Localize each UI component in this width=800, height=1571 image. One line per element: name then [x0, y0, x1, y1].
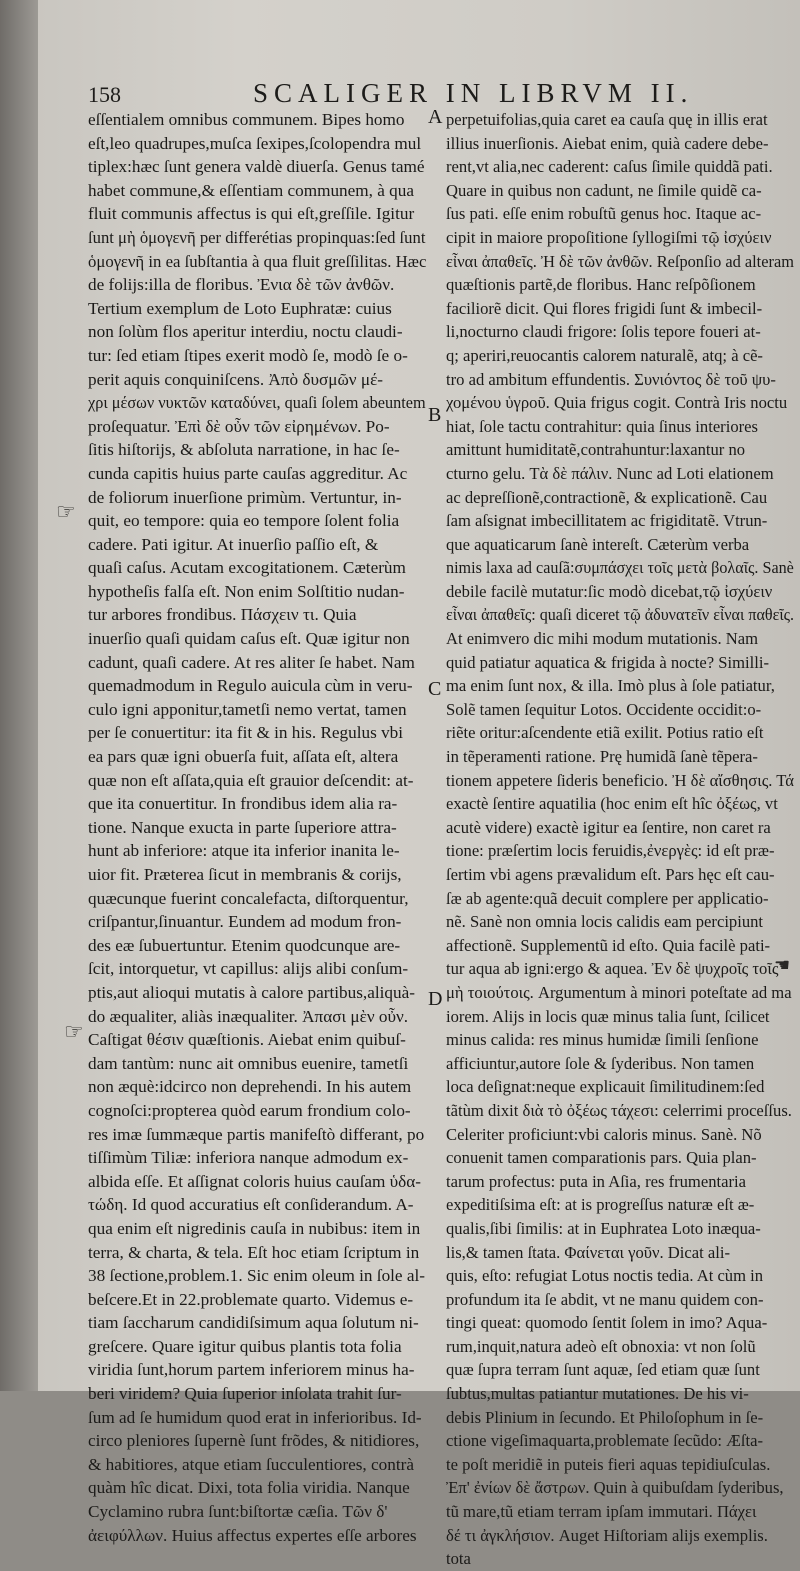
- text-line: tione: præſertim locis feruidis,ἐνεργὲς: id eſt præ-: [446, 841, 775, 861]
- text-line: tũ mare,tũ etiam terram ipſam immutari. Πάχει: [446, 1502, 757, 1522]
- text-line: expeditiſsima eſt: at is progreſſus naturæ eſt æ-: [446, 1195, 755, 1215]
- text-line: afficiuntur,autore ſole & ſyderibus. Non tamen: [446, 1053, 755, 1073]
- text-line: conuenit tamen comparationis pars. Quia plan-: [446, 1148, 757, 1168]
- text-line: que aquaticarum ſanè intereſt. Cæterùm verba: [446, 534, 750, 554]
- text-line: 38 ſectione,problem.1. Sic enim oleum in ſole al-: [88, 1266, 425, 1286]
- text-line: Solẽ tamen ſequitur Lotos. Occidente occidit:o-: [446, 699, 762, 719]
- text-line: χομένου ὑγροῦ. Quia frigus cogit. Contrà Iris noctu: [446, 393, 788, 413]
- text-line: debis Plinium in ſecundo. Et Philoſophum in ſe-: [446, 1407, 764, 1427]
- text-line: tota: [446, 1549, 471, 1569]
- text-line: quit, eo tempore: quia eo tempore ſolent folia: [88, 511, 400, 531]
- text-line: hypotheſis falſa eſt. Non enim Solſtitio nudan-: [88, 581, 405, 601]
- text-line: cunda capitis huius parte cauſas aggreditur. Ac: [88, 463, 408, 483]
- text-line: rum,inquit,natura adeò eſt obnoxia: vt non ſolũ: [446, 1336, 756, 1356]
- text-line: εἶναι ἀπαθεῖς: quaſi diceret τῷ ἀδυνατεῖν εἶναι παθεῖς.: [446, 605, 795, 625]
- text-line: tiam ſaccharum candidiſsimum aqua ſolutum ni-: [88, 1313, 419, 1333]
- text-line: q; aperiri,reuocantis calorem naturalẽ, atq; à cẽ-: [446, 345, 763, 365]
- text-line: cturno gelu. Τὰ δὲ πάλιν. Nunc ad Loti elationem: [446, 463, 774, 483]
- margin-letter-a: A: [428, 106, 443, 128]
- margin-letter-b: B: [428, 404, 442, 426]
- text-line: ſam aſsignat imbecillitatem ac frigiditatẽ. Vtrun-: [446, 511, 768, 531]
- folio-number: 158: [88, 82, 121, 107]
- text-line: tingi queat: quomodo ſentit ſolem in imo? Aqua-: [446, 1313, 768, 1333]
- text-line: illius inuerſionis. Aiebat enim, quià cadere debe-: [446, 133, 769, 153]
- text-line: acutè videre) exactè igitur ea ſentire, non caret ra: [446, 817, 771, 837]
- text-line: ſcit, intorquetur, vt capillus: alijs alibi conſum-: [88, 959, 409, 979]
- text-line: Cyclamino rubra ſunt:biſtortæ cæſia. Τῶν δ': [88, 1502, 388, 1522]
- text-line: hunt ab inferiore: atque ita inferior inanita le-: [88, 841, 400, 861]
- text-line: quæ non eſt aſſata,quia eſt grauior deſcendit: at-: [88, 770, 414, 790]
- text-line: ſum ad ſe humidum quod erat in inferioribus. Id-: [88, 1407, 422, 1427]
- manicule-icon: ☞: [64, 1020, 84, 1045]
- text-line: do æqualiter, aliàs inæqualiter. Ἀπασι μὲν οὖν.: [88, 1006, 409, 1026]
- text-line: dam tantùm: nunc ait omnibus euenire, tametſi: [88, 1053, 409, 1073]
- text-line: eſt,leo quadrupes,muſca ſexipes,ſcolopendra mul: [88, 133, 422, 153]
- text-line: culo igni apponitur,tametſi nemo vertat, tamen: [88, 699, 407, 719]
- text-line: profundum ita ſe abdit, vt ne manu quidem con-: [446, 1289, 764, 1309]
- text-line: non ſolùm flos aperitur interdiu, noctu claudi-: [88, 322, 403, 342]
- running-head: SCALIGER IN LIBRVM II.: [253, 78, 694, 108]
- text-line: proſequatur. Ἐπὶ δὲ οὖν τῶν εἰρημένων. Po-: [88, 416, 390, 436]
- text-line: fluit communis affectus is qui eſt,greſſile. Igitur: [88, 204, 415, 224]
- text-line: & habitiores, atque etiam ſucculentiores, contrà: [88, 1454, 414, 1474]
- text-line: ptis,aut alioqui mutatis à calore partibus,aliquà-: [88, 982, 415, 1002]
- text-line: res imæ ſummæque partis manifeſtò differant, po: [88, 1124, 425, 1144]
- text-line: quemadmodum in Regulo auicula cùm in veru-: [88, 676, 413, 696]
- text-line: cognoſci:propterea quòd earum frondium colo-: [88, 1100, 411, 1120]
- text-line: tro ad ambitum effundentis. Συνιόντος δὲ τοῦ ψυ-: [446, 369, 776, 389]
- text-line: faciliorẽ dicit. Qui flores frigidi ſunt & imbecil-: [446, 298, 763, 318]
- text-line: Quare in quibus non cadunt, ne ſimile quidẽ ca-: [446, 180, 762, 200]
- text-line: que ita conuertitur. In frondibus idem alia ra-: [88, 794, 398, 814]
- text-line: μὴ τοιούτοις. Argumentum à minori poteſtate ad ma: [446, 982, 792, 1002]
- text-line: inuerſio quaſi quidam caſus eſt. Quæ igitur non: [88, 629, 410, 649]
- text-line: non æquè:idcirco non deprehendi. In his autem: [88, 1077, 412, 1097]
- left-text-column: [88, 108, 426, 1547]
- text-line: in tẽperamenti ratione. Prę humidã ſanè tẽpera-: [446, 747, 758, 767]
- text-line: cadunt, quaſi cadere. At res aliter ſe habet. Nam: [88, 652, 415, 672]
- text-line: Tertium exemplum de Loto Euphratæ: cuius: [88, 298, 392, 318]
- text-line: ma enim ſunt nox, & illa. Imò plus à ſole patiatur,: [446, 676, 775, 696]
- text-line: uior fit. Præterea ſicut in membranis & corijs,: [88, 865, 402, 884]
- text-line: terra, & charta, & tela. Eſt hoc etiam ſcriptum in: [88, 1242, 420, 1262]
- text-line: ὁμογενῆ in ea ſubſtantia à qua fluit greſſilitas. Hæc: [88, 251, 427, 271]
- text-line: cipit in maiore propoſitione ſyllogiſmi τῷ ἰσχύειν: [446, 227, 772, 247]
- text-line: quàm hîc dicat. Dixi, tota folia viridia. Nanque: [88, 1478, 410, 1498]
- text-line: quæcunque fuerint concalefacta, diſtorquentur,: [88, 888, 409, 908]
- text-line: nẽ. Sanè non omnia locis calidis eam percipiunt: [446, 912, 764, 932]
- text-line: te poſt meridiẽ in puteis fieri aquas tepidiuſculas.: [446, 1454, 771, 1474]
- text-line: debile facilè mutatur:ſic modò dicebat,τῷ ἰσχύειν: [446, 581, 773, 601]
- manicule-icon: ☚: [774, 955, 791, 976]
- text-line: quid patiatur aquatica & frigida à nocte? Similli-: [446, 652, 770, 672]
- text-line: δέ τι ἀγκλήσιον. Auget Hiſtoriam alijs exemplis.: [446, 1525, 768, 1545]
- text-line: tur arbores frondibus. Πάσχειν τι. Quia: [88, 605, 357, 625]
- text-line: Celeriter proficiunt:vbi caloris minus. Sanè. Nõ: [446, 1124, 762, 1144]
- margin-letter-c: C: [428, 678, 442, 700]
- text-line: quæſtionis partẽ,de floribus. Hanc reſpõſionem: [446, 275, 756, 295]
- text-line: lis,& tamen ſtata. Φαίνεται γοῦν. Dicat ali-: [446, 1242, 731, 1262]
- text-line: affectionẽ. Supplementũ id eſto. Quia facilè pati-: [446, 935, 771, 955]
- text-line: criſpantur,ſinuantur. Eundem ad modum fron-: [88, 912, 402, 932]
- text-line: tur: ſed etiam ſtipes exerit modò ſe, modò ſe o-: [88, 345, 408, 365]
- text-line: beſcere.Et in 22.problemate quarto. Videmus e-: [88, 1289, 414, 1309]
- text-line: quaſi caſus. Acutam excogitationem. Cæterùm: [88, 558, 406, 578]
- text-line: τώδη. Id quod accuratius eſt conſiderandum. A-: [88, 1195, 414, 1215]
- text-line: tionem appetere ſideris beneficio. Ἠ δὲ αἴσθησις. Τά: [446, 770, 794, 790]
- text-line: ſæ ab agente:quã decuit complere per applicatio-: [446, 888, 769, 908]
- text-line: εἶναι ἀπαθεῖς. Ἠ δὲ τῶν ἀνθῶν. Reſponſio ad alteram: [446, 251, 794, 271]
- text-line: tiplex:hæc ſunt genera valdè diuerſa. Genus tamé: [88, 157, 425, 177]
- text-line: ſitis hiſtorijs, & abſoluta narratione, in hac ſe-: [88, 440, 400, 460]
- text-line: χρι μέσων νυκτῶν καταδύνει, quaſi ſolem abeuntem: [88, 393, 426, 413]
- margin-letter-d: D: [428, 988, 443, 1010]
- text-line: perit aquis conquiniſcens. Ἀπὸ δυσμῶν μέ-: [88, 369, 384, 389]
- text-line: ſunt μὴ ὁμογενῆ per differétias propinquas:ſed ſunt: [88, 227, 426, 247]
- text-line: minus calida: res minus humidæ ſimili ſenſione: [446, 1030, 759, 1050]
- text-line: ctione vigeſimaquarta,problemate ſecũdo: Æſta-: [446, 1431, 764, 1451]
- text-line: ἀειφύλλων. Huius affectus expertes eſſe arbores: [88, 1525, 417, 1545]
- text-line: albida eſſe. Et aſſignat coloris huius cauſam ὑδα-: [88, 1171, 421, 1191]
- text-line: At enimvero dic mihi modum mutationis. Nam: [446, 629, 759, 649]
- text-line: de foliorum inuerſione primùm. Vertuntur, in-: [88, 487, 402, 507]
- text-line: tarum profectus: puta in Aſia, res frumentaria: [446, 1171, 746, 1191]
- text-line: quis, eſto: refugiat Lotus noctis tedia. At cùm in: [446, 1266, 764, 1286]
- text-line: iorem. Alijs in locis quæ minus talia ſunt, ſcilicet: [446, 1006, 770, 1026]
- text-line: amittunt humiditatẽ,contrahuntur:laxantur no: [446, 440, 746, 460]
- text-line: circo pleniores ſupernè ſunt frõdes, & nitidiores,: [88, 1431, 420, 1451]
- text-line: des eæ ſubuertuntur. Etenim quodcunque are-: [88, 935, 401, 955]
- text-line: de folijs:illa de floribus. Ἐνια δὲ τῶν ἀνθῶν.: [88, 275, 395, 295]
- text-line: ea pars quæ igni obuerſa fuit, aſſata eſt, altera: [88, 747, 399, 767]
- text-line: nimis laxa ad cauſã:συμπάσχει τοῖς μετὰ βολαῖς. Sanè: [446, 558, 794, 578]
- text-line: rent,vt alia,nec caderent: caſus ſimile quiddã pati.: [446, 157, 773, 177]
- text-line: viridia ſunt,horum partem inferiorem minus ha-: [88, 1360, 415, 1380]
- text-line: quæ ſupra terram ſunt aquæ, ſed etiam quæ ſunt: [446, 1360, 760, 1380]
- text-line: perpetuifolias,quia caret ea cauſa quę in illis erat: [446, 110, 768, 129]
- text-line: tur aqua ab igni:ergo & aquea. Ἐν δὲ ψυχροῖς τοῖς: [446, 959, 779, 979]
- text-line: beri viridem? Quia ſuperior inſolata trahit ſur-: [88, 1384, 402, 1404]
- text-line: exactè ſentire aquatilia (hoc enim eſt hîc ὀξέως, vt: [446, 794, 778, 814]
- text-line: tãtùm dixit διὰ τὸ ὀξέως τάχεσι: celerrimi proceſſus.: [446, 1100, 792, 1120]
- text-line: cadere. Pati igitur. At inuerſio paſſio eſt, &: [88, 534, 379, 554]
- text-line: habet commune,& eſſentiam communem, à qua: [88, 180, 414, 200]
- manicule-icon: ☞: [56, 500, 76, 525]
- text-line: Caſtigat θέσιν quæſtionis. Aiebat enim quibuſ-: [88, 1030, 406, 1050]
- text-line: riẽte oritur:aſcendente etiã exilit. Potius ratio eſt: [446, 723, 764, 743]
- text-line: greſcere. Quare igitur quibus plantis tota folia: [88, 1336, 402, 1356]
- text-line: eſſentialem omnibus communem. Bipes homo: [88, 110, 405, 129]
- text-line: hiat, ſole tactu contrahitur: quia ſinus interiores: [446, 416, 758, 436]
- text-line: qua enim eſt nigredinis cauſa in nubibus: item in: [88, 1218, 421, 1238]
- text-line: ſertim vbi agens prævalidum eſt. Pars hęc eſt cau-: [446, 865, 775, 884]
- text-line: li,nocturno claudi frigore: ſolis tepore foueri at-: [446, 322, 761, 342]
- text-line: Ἐπ' ἐνίων δὲ ἄστρων. Quin à quibuſdam ſyderibus,: [446, 1478, 784, 1498]
- text-line: tiſſimùm Tiliæ: inferiora nanque admodum ex-: [88, 1148, 409, 1168]
- right-text-column: [446, 108, 794, 1571]
- text-line: ac depreſſionẽ,contractionẽ, & explicationẽ. Cau: [446, 487, 768, 507]
- text-line: ſubtus,multas patiantur mutationes. De his vi-: [446, 1384, 749, 1404]
- page-gutter-shadow: [0, 0, 38, 1391]
- text-line: per ſe conuertitur: ita fit & in his. Regulus vbi: [88, 723, 404, 743]
- text-line: ſus pati. eſſe enim robuſtũ genus hoc. Itaque ac-: [446, 204, 762, 224]
- text-line: qualis,ſibi ſimilis: at in Euphratea Loto inæqua-: [446, 1218, 761, 1238]
- text-line: tione. Nanque exucta in parte ſuperiore attra-: [88, 817, 397, 837]
- text-line: loca deſignat:neque explicauit ſimilitudinem:ſed: [446, 1077, 765, 1097]
